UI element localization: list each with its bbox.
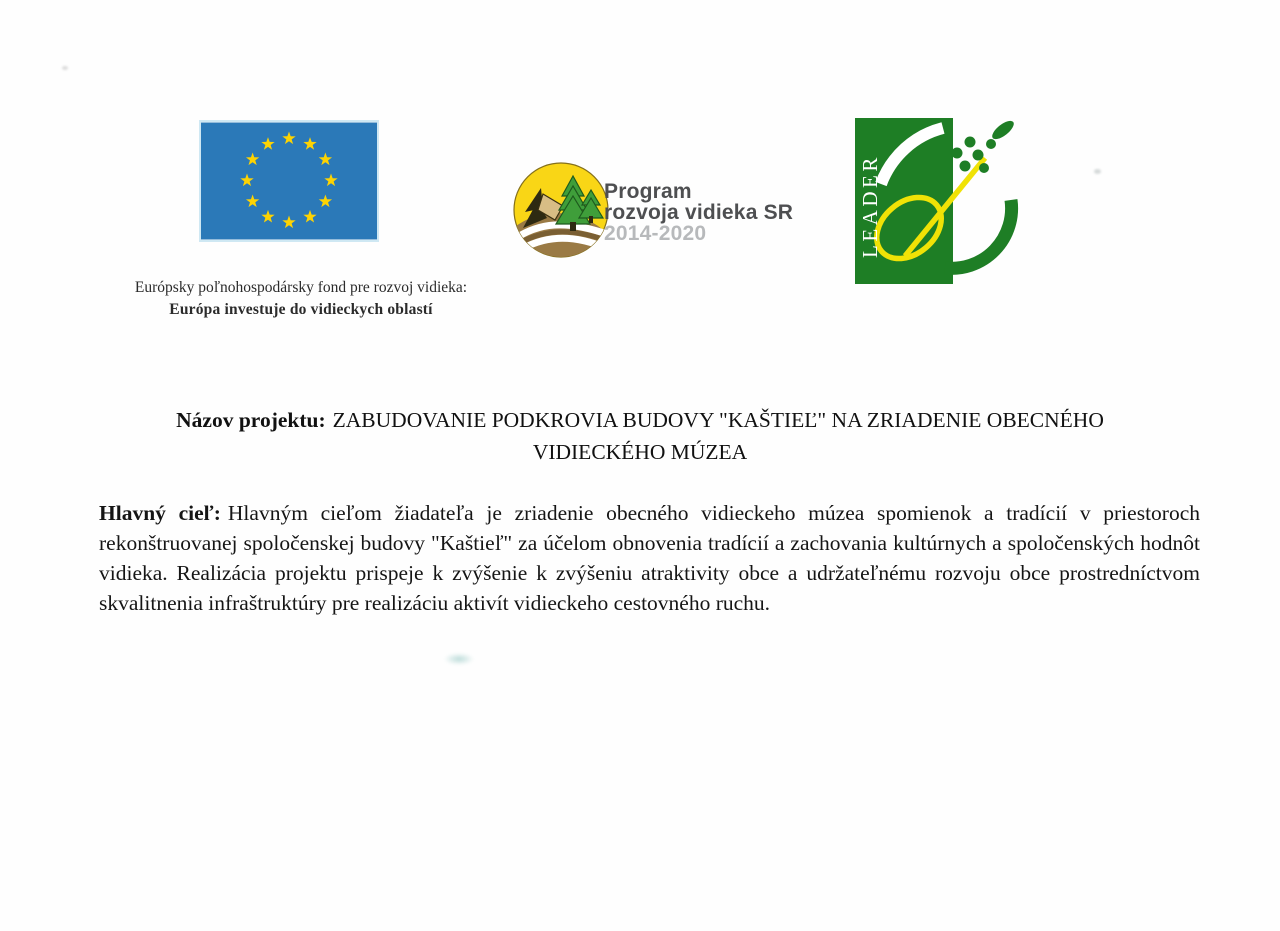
scan-speck xyxy=(1094,169,1101,174)
project-title-label: Názov projektu: xyxy=(176,408,326,432)
prv-logo-line1: Program xyxy=(604,180,692,203)
leader-berries xyxy=(952,118,1017,173)
eu-fund-caption xyxy=(101,277,501,321)
project-goal-text: Hlavným cieľom žiadateľa je zriadenie obecného vidieckeho múzea spomienok a tradícií v priestoroch rekonštruovanej spoločenskej budovy "Kaštieľ" za účelom obnovenia tradícií a zachovania kultúrnych a spoločenských hodnôt vidieka. Realizácia projektu prispeje k zvýšenie k zvýšeniu atraktivity obce a udržateľnému rozvoju obce prostredníctvom skvalitnenia infraštruktúry pre realizáciu aktivít vidieckeho cestovného ruchu. xyxy=(99,500,1200,615)
project-title-line2: VIDIECKÉHO MÚZEA xyxy=(532,440,748,464)
scan-smudge xyxy=(444,653,474,665)
project-goal-paragraph xyxy=(99,498,1200,618)
program-rozvoja-vidieka-icon xyxy=(511,160,611,260)
project-title xyxy=(90,404,1190,468)
leader-logo-icon xyxy=(845,108,1045,318)
project-goal-label: Hlavný cieľ: xyxy=(99,500,221,525)
prv-logo-line2: rozvoja vidieka SR xyxy=(604,201,794,224)
project-title-line1: Názov projektu: ZABUDOVANIE PODKROVIA BUDOVY "KAŠTIEĽ" NA ZRIADENIE OBECNÉHO xyxy=(176,408,1104,432)
eu-flag-icon xyxy=(201,122,377,240)
prv-logo-text xyxy=(604,181,834,244)
eu-fund-caption-line2: Európa investuje do vidieckych oblastí xyxy=(169,301,433,318)
scan-speck xyxy=(62,66,68,70)
leader-logo-text: LEADER xyxy=(858,154,882,258)
prv-logo-years: 2014-2020 xyxy=(604,222,707,245)
eu-fund-caption-line1: Európsky poľnohospodársky fond pre rozvoj vidieka: xyxy=(134,279,468,296)
